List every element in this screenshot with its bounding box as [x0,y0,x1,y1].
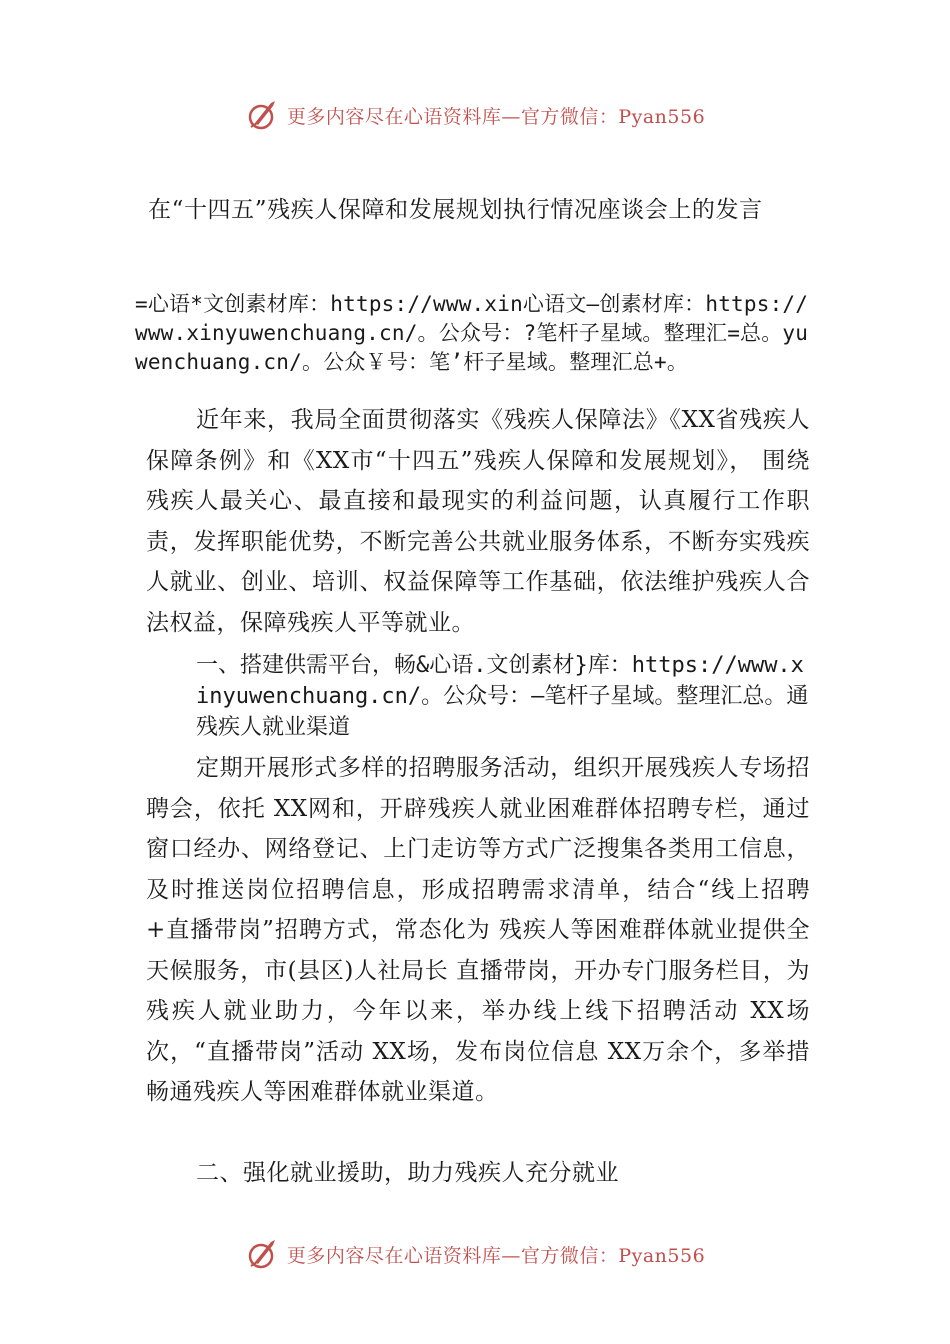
source-note: =心语*文创素材库：https://www.xin心语文—创素材库：https://www.xinyuwenchuang.cn/。公众号：?笔杆子星域。整理汇=总。yuwenchuang.cn/。公众￥号：笔’杆子星域。整理汇总+。 [135,292,809,374]
quill-logo-icon [245,1236,281,1272]
header-banner [0,95,950,135]
paragraph-intro: 近年来，我局全面贯彻落实《残疾人保障法》《XX省残疾人保障条例》和《XX市“十四五”残疾人保障和发展规划》， 围绕残疾人最关心、最直接和最现实的利益问题，认真履行工作职责，发挥职能优势，不断完善公共就业服务体系，不断夯实残疾人就业、创业、培训、权益保障等工作基础，依法维护残疾人合法权益，保障残疾人平等就业。 [146,407,810,636]
banner-text: 更多内容尽在心语资料库—官方微信：Pyan556 [286,105,706,128]
footer-banner [0,1234,950,1274]
section-heading-2: 二、强化就业援助，助力残疾人充分就业 [196,1160,619,1186]
paragraph-recruitment: 定期开展形式多样的招聘服务活动，组织开展残疾人专场招聘会，依托 XX网和，开辟残疾人就业困难群体招聘专栏，通过窗口经办、网络登记、上门走访等方式广泛搜集各类用工信息，及时推送岗位招聘信息，形成招聘需求清单，结合“线上招聘+直播带岗”招聘方式，常态化为 残疾人等困难群体就业提供全天候服务，市(县区)人社局长 直播带岗，开办专门服务栏目，为残疾人就业助力，今年以来，举办线上线下招聘活动 XX场次，“直播带岗”活动 XX场，发布岗位信息 XX万余个，多举措畅通残疾人等困难群体就业渠道。 [146,755,810,1105]
quill-logo-icon [245,97,281,133]
banner-text: 更多内容尽在心语资料库—官方微信：Pyan556 [286,1244,706,1267]
document-title: 在“十四五”残疾人保障和发展规划执行情况座谈会上的发言 [148,197,763,223]
section-heading-1: 一、搭建供需平台，畅&心语.文创素材}库：https://www.xinyuwenchuang.cn/。公众号：—笔杆子星域。整理汇总。通残疾人就业渠道 [196,653,809,740]
